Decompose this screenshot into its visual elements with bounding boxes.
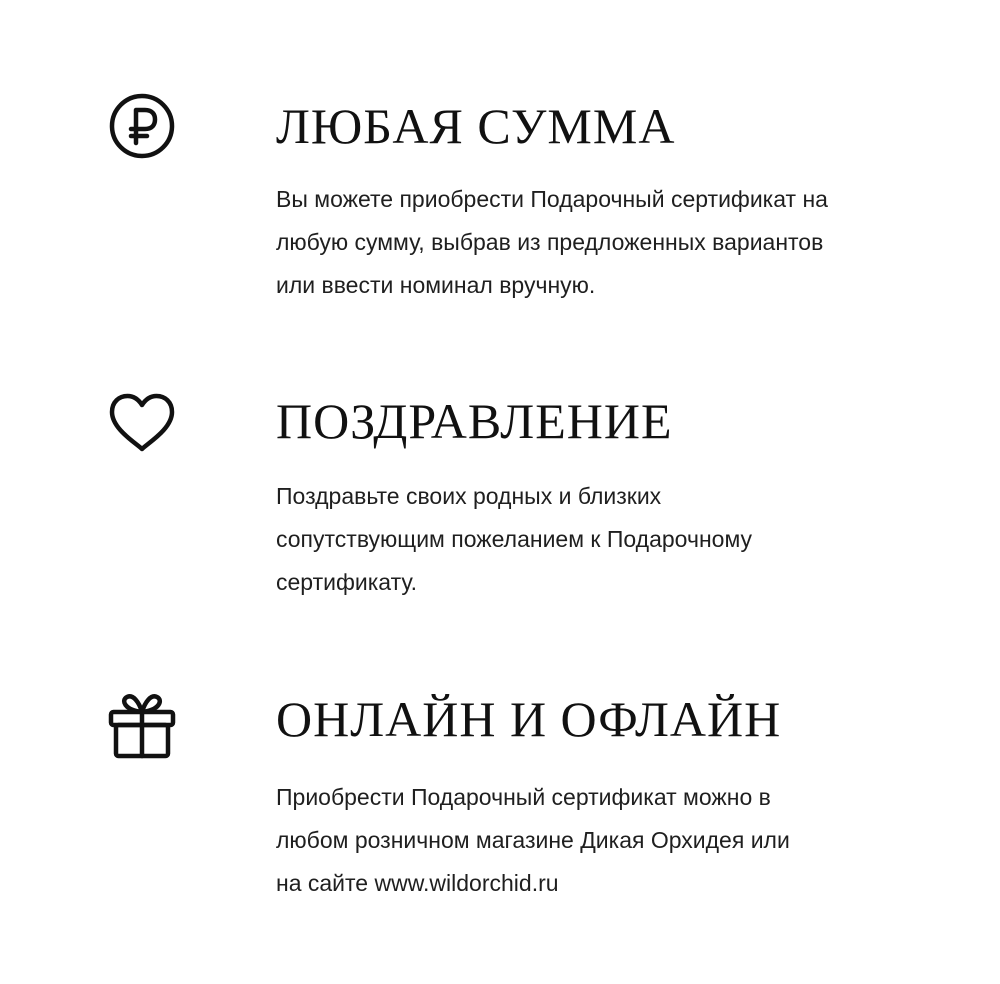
feature-online-offline — [0, 688, 1000, 928]
gift-icon — [106, 688, 178, 760]
feature-greeting — [0, 387, 1000, 627]
feature-description — [276, 475, 936, 604]
feature-title: ОНЛАЙН И ОФЛАЙН — [276, 691, 782, 747]
description-line: сопутствующим пожеланием к Подарочному — [276, 526, 753, 552]
description-line: на сайте www.wildorchid.ru — [276, 870, 559, 896]
description-line: Приобрести Подарочный сертификат можно в — [276, 784, 771, 810]
feature-description — [276, 178, 936, 307]
feature-title: ЛЮБАЯ СУММА — [276, 98, 676, 154]
description-line: Вы можете приобрести Подарочный сертификат на — [276, 186, 828, 212]
feature-description — [276, 776, 936, 905]
description-line: или ввести номинал вручную. — [276, 272, 596, 298]
description-line: любую сумму, выбрав из предложенных вариантов — [276, 229, 824, 255]
feature-title: ПОЗДРАВЛЕНИЕ — [276, 393, 673, 449]
description-line: сертификату. — [276, 569, 417, 595]
description-line: Поздравьте своих родных и близких — [276, 483, 662, 509]
ruble-icon — [106, 90, 178, 162]
description-line: любом розничном магазине Дикая Орхидея или — [276, 827, 790, 853]
heart-icon — [106, 387, 178, 459]
feature-any-amount — [0, 90, 1000, 330]
